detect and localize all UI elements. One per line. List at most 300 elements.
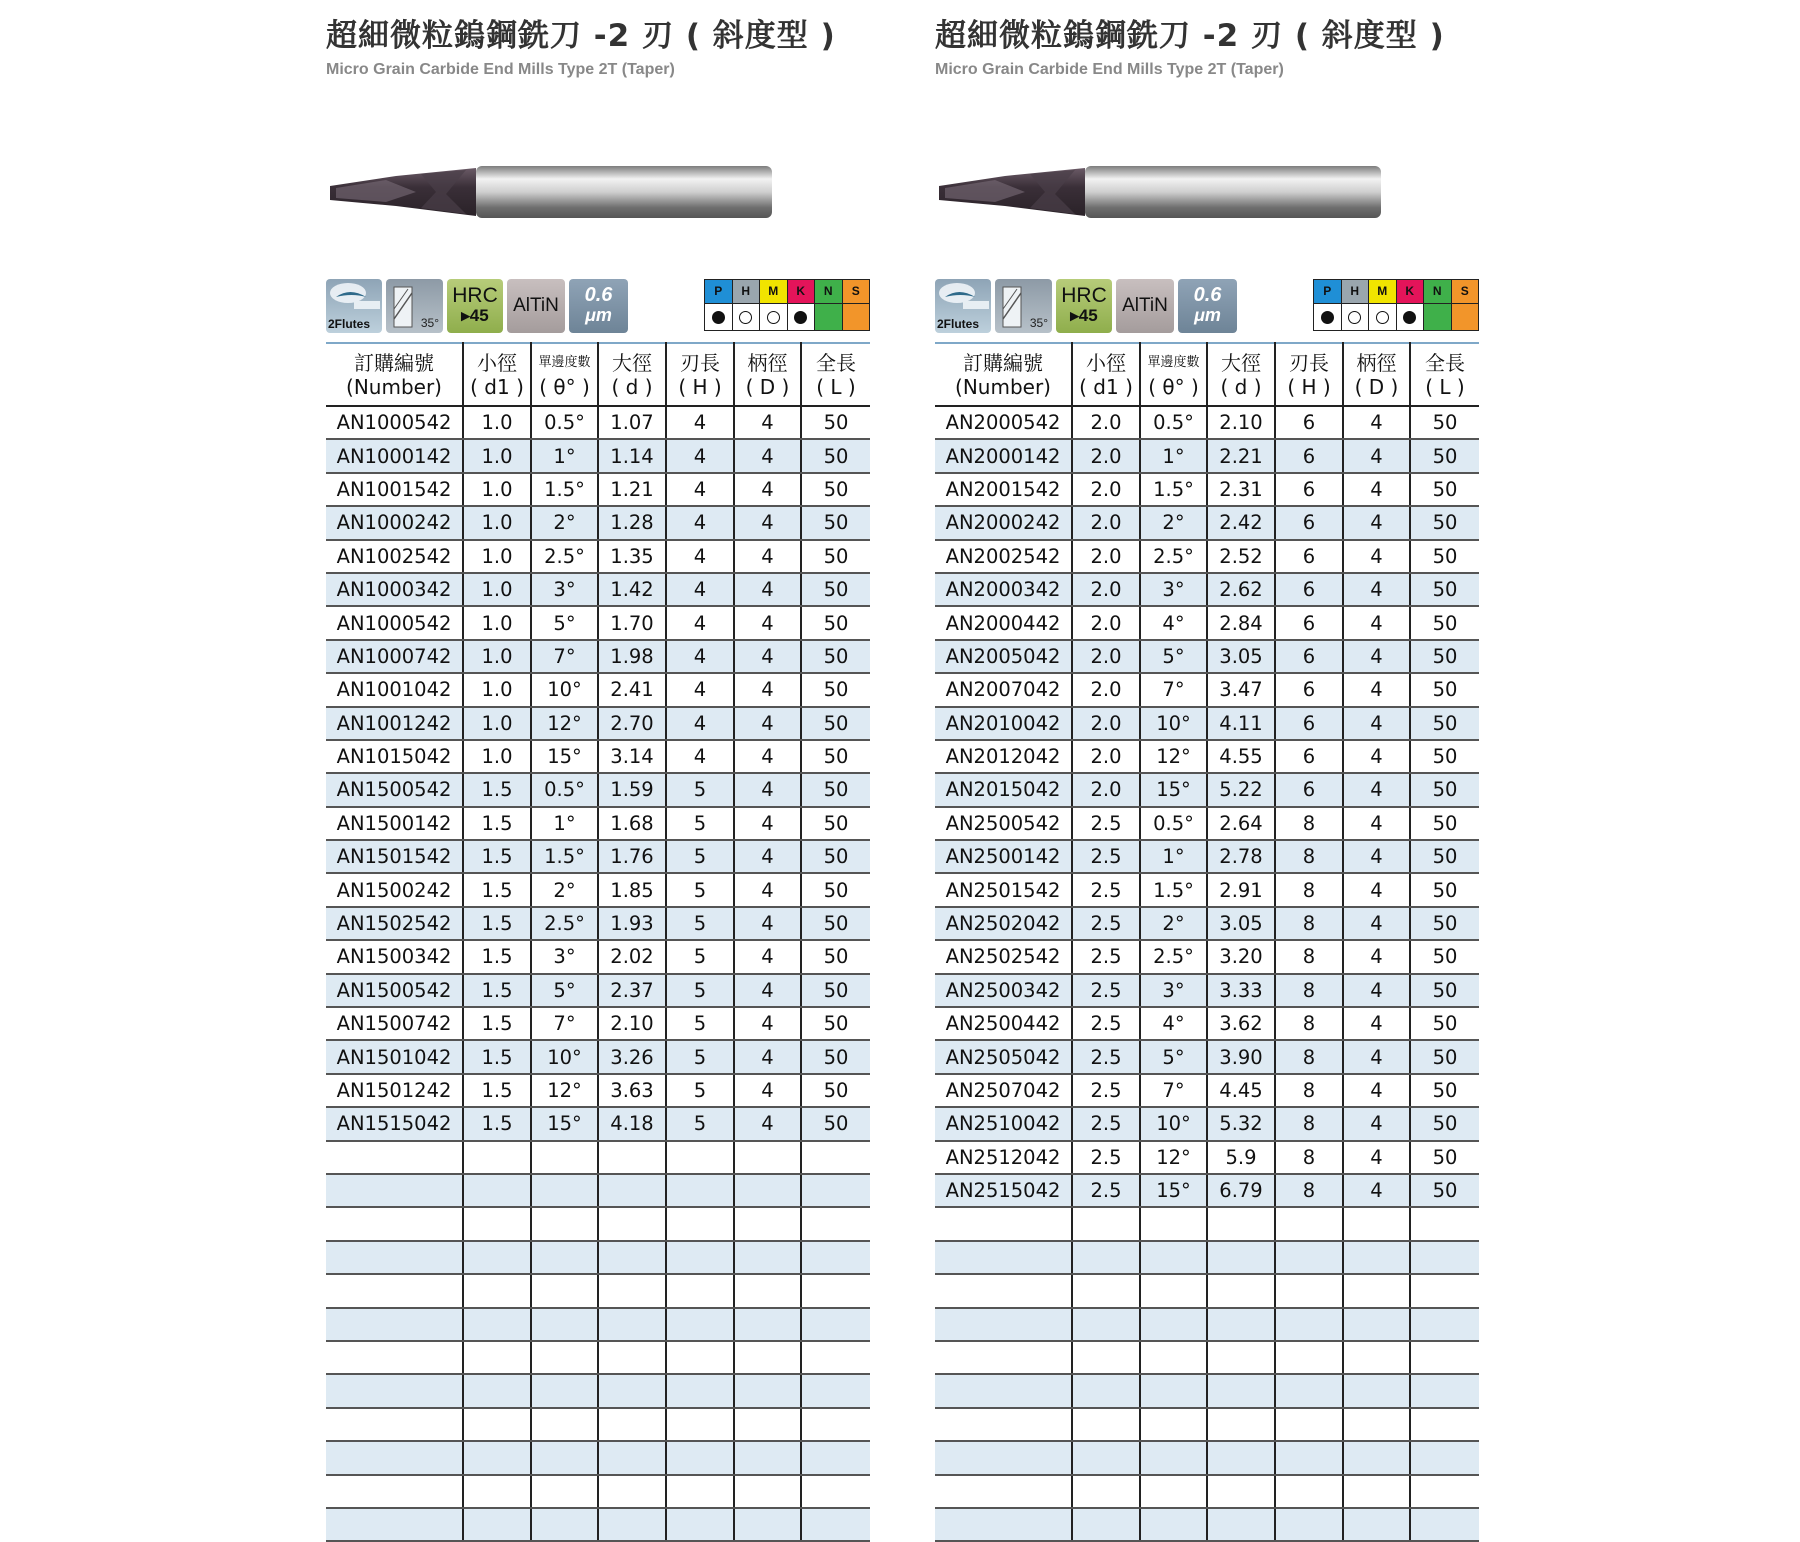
grain-size-icon xyxy=(1178,279,1237,333)
table-cell: 4 xyxy=(1343,1074,1410,1107)
table-cell: 2.5 xyxy=(1072,840,1140,873)
table-cell: 50 xyxy=(1410,907,1479,940)
table-cell: AN1500742 xyxy=(326,1007,463,1040)
table-cell xyxy=(801,1207,870,1240)
hrc-label: HRC xyxy=(452,284,498,307)
column-header-label: 單邊度數 xyxy=(538,354,591,370)
table-cell: 50 xyxy=(801,1107,870,1140)
table-cell xyxy=(1343,1374,1410,1407)
table-cell: 4 xyxy=(1343,873,1410,906)
table-row xyxy=(935,974,1479,1007)
filled-dot-icon xyxy=(794,311,807,324)
table-cell xyxy=(935,1374,1072,1407)
material-label: H xyxy=(733,280,760,304)
table-cell: 0.5° xyxy=(531,406,598,439)
table-cell xyxy=(666,1207,734,1240)
material-rating xyxy=(1397,304,1424,330)
material-rating xyxy=(733,304,760,330)
page-subtitle: Micro Grain Carbide End Mills Type 2T (Taper) xyxy=(935,61,1284,78)
table-cell xyxy=(531,1475,598,1508)
column-header-symbol: ( d1 ) xyxy=(1079,374,1133,399)
table-cell: 50 xyxy=(801,1074,870,1107)
material-s xyxy=(843,280,870,330)
table-cell: 1.28 xyxy=(598,506,666,539)
table-cell xyxy=(935,1508,1072,1541)
table-cell: AN2000442 xyxy=(935,606,1072,639)
table-cell: 4 xyxy=(734,740,801,773)
table-cell: 4 xyxy=(734,840,801,873)
table-cell xyxy=(666,1341,734,1374)
table-header-row xyxy=(935,343,1479,406)
table-cell: 6.79 xyxy=(1207,1174,1275,1207)
table-cell: 3.26 xyxy=(598,1040,666,1073)
table-row xyxy=(326,1408,870,1441)
table-cell xyxy=(1410,1508,1479,1541)
table-cell: 4 xyxy=(1343,506,1410,539)
material-rating xyxy=(843,304,870,330)
table-cell xyxy=(1343,1508,1410,1541)
material-h xyxy=(733,280,761,330)
table-cell xyxy=(1343,1408,1410,1441)
table-row xyxy=(326,506,870,539)
page-title: 超細微粒鎢鋼銑刀 -2 刃 ( 斜度型 ) xyxy=(326,18,836,54)
column-header-symbol: ( D ) xyxy=(745,374,790,399)
table-cell: 4 xyxy=(666,740,734,773)
table-cell xyxy=(1410,1274,1479,1307)
table-cell: 4 xyxy=(666,640,734,673)
table-cell: 10° xyxy=(531,673,598,706)
table-cell: 2.0 xyxy=(1072,473,1140,506)
table-cell: 2.52 xyxy=(1207,540,1275,573)
table-cell: 1.5 xyxy=(463,1074,531,1107)
table-cell: 1.35 xyxy=(598,540,666,573)
table-cell: 12° xyxy=(1140,740,1207,773)
material-rating xyxy=(1314,304,1341,330)
table-cell xyxy=(1275,1241,1343,1274)
table-cell: 5 xyxy=(666,807,734,840)
table-cell xyxy=(531,1274,598,1307)
table-cell: 0.5° xyxy=(531,773,598,806)
table-cell: 50 xyxy=(1410,1107,1479,1140)
table-cell: 4 xyxy=(666,707,734,740)
material-p xyxy=(705,280,733,330)
flutes-icon xyxy=(326,279,382,333)
table-cell xyxy=(935,1441,1072,1474)
table-cell: 2.5 xyxy=(1072,940,1140,973)
table-row xyxy=(326,940,870,973)
material-label: K xyxy=(1397,280,1424,304)
table-row xyxy=(935,1374,1479,1407)
table-row xyxy=(935,740,1479,773)
column-header-symbol: ( d ) xyxy=(611,374,653,399)
helix-angle-icon xyxy=(386,279,443,333)
table-cell xyxy=(1207,1341,1275,1374)
material-n xyxy=(815,280,843,330)
table-row xyxy=(935,1241,1479,1274)
table-cell: 2.0 xyxy=(1072,606,1140,639)
table-cell: AN2012042 xyxy=(935,740,1072,773)
table-cell xyxy=(1410,1374,1479,1407)
table-cell: 4 xyxy=(734,406,801,439)
flutes-label: 2Flutes xyxy=(937,317,980,331)
table-cell xyxy=(1140,1308,1207,1341)
table-cell: AN2002542 xyxy=(935,540,1072,573)
table-cell: AN2500542 xyxy=(935,807,1072,840)
table-cell: 2.02 xyxy=(598,940,666,973)
table-cell: 6 xyxy=(1275,506,1343,539)
table-cell: AN2007042 xyxy=(935,673,1072,706)
table-row xyxy=(935,606,1479,639)
table-cell: 5 xyxy=(666,873,734,906)
table-row xyxy=(935,907,1479,940)
table-cell xyxy=(531,1408,598,1441)
table-cell xyxy=(1207,1207,1275,1240)
table-cell: AN1001042 xyxy=(326,673,463,706)
table-cell: 2.0 xyxy=(1072,773,1140,806)
column-header-number xyxy=(935,343,1072,406)
table-cell: 4 xyxy=(734,439,801,472)
table-cell: 5 xyxy=(666,1107,734,1140)
table-cell xyxy=(1410,1441,1479,1474)
table-cell: 10° xyxy=(531,1040,598,1073)
table-cell xyxy=(1072,1274,1140,1307)
table-cell: 50 xyxy=(1410,1040,1479,1073)
table-row xyxy=(935,1341,1479,1374)
table-cell xyxy=(463,1241,531,1274)
table-cell xyxy=(734,1207,801,1240)
table-cell: 50 xyxy=(801,406,870,439)
material-rating xyxy=(788,304,815,330)
table-cell: 50 xyxy=(1410,1074,1479,1107)
table-cell xyxy=(1343,1274,1410,1307)
table-cell xyxy=(801,1441,870,1474)
material-rating xyxy=(1369,304,1396,330)
open-dot-icon xyxy=(767,311,780,324)
column-header-label: 大徑 xyxy=(1221,350,1261,375)
table-row xyxy=(935,873,1479,906)
table-cell xyxy=(1207,1274,1275,1307)
table-cell: AN2507042 xyxy=(935,1074,1072,1107)
material-suitability-grid xyxy=(704,279,870,331)
table-cell: AN1502542 xyxy=(326,907,463,940)
table-cell: 4 xyxy=(734,974,801,1007)
table-cell: 4 xyxy=(734,573,801,606)
table-cell: 50 xyxy=(801,506,870,539)
table-cell: 50 xyxy=(1410,506,1479,539)
table-cell xyxy=(935,1241,1072,1274)
table-cell xyxy=(801,1174,870,1207)
table-cell: AN2000342 xyxy=(935,573,1072,606)
table-cell xyxy=(326,1441,463,1474)
table-cell: 1° xyxy=(531,439,598,472)
material-m xyxy=(760,280,788,330)
table-cell: 2° xyxy=(1140,506,1207,539)
table-cell xyxy=(1207,1308,1275,1341)
table-cell xyxy=(935,1274,1072,1307)
table-cell xyxy=(598,1408,666,1441)
table-row xyxy=(326,707,870,740)
table-cell xyxy=(531,1207,598,1240)
table-cell: AN2510042 xyxy=(935,1107,1072,1140)
column-header-d1 xyxy=(463,343,531,406)
material-rating xyxy=(705,304,732,330)
table-row xyxy=(935,1207,1479,1240)
table-cell: 4 xyxy=(1343,606,1410,639)
table-cell xyxy=(1410,1408,1479,1441)
table-row xyxy=(326,773,870,806)
end-mill-image xyxy=(935,162,1385,222)
table-cell: AN2500342 xyxy=(935,974,1072,1007)
table-cell: AN1500242 xyxy=(326,873,463,906)
filled-dot-icon xyxy=(1321,311,1334,324)
table-cell: 1° xyxy=(1140,439,1207,472)
material-rating xyxy=(1452,304,1479,330)
table-cell: 3.14 xyxy=(598,740,666,773)
table-cell: 50 xyxy=(1410,1141,1479,1174)
table-cell: 4 xyxy=(666,673,734,706)
table-cell: AN1015042 xyxy=(326,740,463,773)
hrc-icon xyxy=(447,279,503,333)
table-cell: 4 xyxy=(734,1007,801,1040)
table-row xyxy=(326,974,870,1007)
table-row xyxy=(935,707,1479,740)
table-cell: 4 xyxy=(666,540,734,573)
table-cell: 2.64 xyxy=(1207,807,1275,840)
table-cell: 8 xyxy=(1275,940,1343,973)
table-row xyxy=(935,1141,1479,1174)
table-cell: 50 xyxy=(801,773,870,806)
table-cell: 4 xyxy=(734,873,801,906)
table-cell xyxy=(531,1308,598,1341)
table-cell: 1.5 xyxy=(463,1007,531,1040)
table-cell xyxy=(1275,1408,1343,1441)
table-cell xyxy=(326,1207,463,1240)
table-cell: 2.0 xyxy=(1072,406,1140,439)
material-rating xyxy=(760,304,787,330)
table-row xyxy=(326,439,870,472)
table-cell: 5 xyxy=(666,907,734,940)
table-cell: 1.59 xyxy=(598,773,666,806)
column-header-label: 全長 xyxy=(816,350,856,375)
open-dot-icon xyxy=(739,311,752,324)
table-cell: 5 xyxy=(666,1007,734,1040)
table-cell: 4 xyxy=(666,473,734,506)
table-cell: 50 xyxy=(1410,573,1479,606)
table-cell: AN2500142 xyxy=(935,840,1072,873)
material-k xyxy=(788,280,816,330)
table-row xyxy=(326,1508,870,1541)
table-cell: 50 xyxy=(801,473,870,506)
open-dot-icon xyxy=(1348,311,1361,324)
table-cell xyxy=(1207,1508,1275,1541)
table-cell: 2.62 xyxy=(1207,573,1275,606)
table-cell xyxy=(463,1441,531,1474)
material-label: H xyxy=(1342,280,1369,304)
table-cell: 2.42 xyxy=(1207,506,1275,539)
table-cell xyxy=(734,1408,801,1441)
table-cell xyxy=(734,1308,801,1341)
table-cell: 5° xyxy=(1140,1040,1207,1073)
column-header-h xyxy=(1275,343,1343,406)
table-cell xyxy=(935,1341,1072,1374)
column-header-d xyxy=(1343,343,1410,406)
column-header-symbol: ( d ) xyxy=(1220,374,1262,399)
table-cell xyxy=(598,1241,666,1274)
table-cell xyxy=(1072,1308,1140,1341)
table-cell: 2.41 xyxy=(598,673,666,706)
table-cell xyxy=(1140,1241,1207,1274)
table-cell xyxy=(598,1207,666,1240)
table-cell: 4 xyxy=(1343,807,1410,840)
table-cell xyxy=(598,1174,666,1207)
table-row xyxy=(326,1475,870,1508)
table-cell xyxy=(463,1341,531,1374)
table-cell: 4 xyxy=(734,473,801,506)
table-row xyxy=(326,1007,870,1040)
table-row xyxy=(935,573,1479,606)
table-cell: 8 xyxy=(1275,1007,1343,1040)
material-label: P xyxy=(705,280,732,304)
table-cell xyxy=(666,1374,734,1407)
material-s xyxy=(1452,280,1479,330)
table-row xyxy=(935,640,1479,673)
table-cell xyxy=(1343,1475,1410,1508)
table-cell: 8 xyxy=(1275,907,1343,940)
table-cell: 50 xyxy=(1410,773,1479,806)
table-cell xyxy=(1343,1241,1410,1274)
table-cell: 4 xyxy=(734,640,801,673)
table-cell: 2.37 xyxy=(598,974,666,1007)
table-cell: 2.5 xyxy=(1072,1174,1140,1207)
table-cell: 1.85 xyxy=(598,873,666,906)
table-cell xyxy=(1140,1508,1207,1541)
table-cell xyxy=(598,1374,666,1407)
table-cell xyxy=(1410,1207,1479,1240)
table-cell: 1.5 xyxy=(463,907,531,940)
material-label: S xyxy=(1452,280,1479,304)
table-cell: 1.70 xyxy=(598,606,666,639)
table-cell: AN1500542 xyxy=(326,773,463,806)
table-cell: 5 xyxy=(666,840,734,873)
column-header-d xyxy=(1207,343,1275,406)
table-cell: 6 xyxy=(1275,707,1343,740)
table-cell: 2.0 xyxy=(1072,640,1140,673)
table-cell: 50 xyxy=(1410,873,1479,906)
table-cell xyxy=(666,1308,734,1341)
table-cell: 4 xyxy=(1343,1174,1410,1207)
table-cell: 50 xyxy=(801,840,870,873)
table-row xyxy=(326,1040,870,1073)
table-cell xyxy=(801,1374,870,1407)
table-cell xyxy=(326,1241,463,1274)
grain-size-value: 0.6 xyxy=(584,284,613,306)
table-cell: 2.5° xyxy=(1140,940,1207,973)
table-cell xyxy=(326,1308,463,1341)
table-cell: 50 xyxy=(801,640,870,673)
column-header-symbol: (Number) xyxy=(346,374,442,399)
table-cell xyxy=(1410,1241,1479,1274)
table-cell: 0.5° xyxy=(1140,406,1207,439)
material-label: K xyxy=(788,280,815,304)
table-row xyxy=(326,540,870,573)
table-cell: 7° xyxy=(1140,673,1207,706)
table-cell: 1.07 xyxy=(598,406,666,439)
table-cell: AN1002542 xyxy=(326,540,463,573)
table-cell xyxy=(801,1308,870,1341)
column-header-label: 全長 xyxy=(1425,350,1465,375)
table-cell xyxy=(666,1508,734,1541)
table-cell: 1.0 xyxy=(463,506,531,539)
table-cell: 1.5° xyxy=(531,473,598,506)
table-cell xyxy=(1072,1341,1140,1374)
table-cell: AN1500142 xyxy=(326,807,463,840)
table-cell: 8 xyxy=(1275,1107,1343,1140)
table-row xyxy=(935,506,1479,539)
table-cell xyxy=(1275,1374,1343,1407)
helix-angle-icon xyxy=(995,279,1052,333)
flutes-icon xyxy=(935,279,991,333)
table-cell xyxy=(531,1141,598,1174)
table-cell: 4 xyxy=(1343,540,1410,573)
table-cell xyxy=(463,1141,531,1174)
table-cell: 1.0 xyxy=(463,606,531,639)
table-cell: 1.0 xyxy=(463,673,531,706)
material-label: N xyxy=(1424,280,1451,304)
column-header-d1 xyxy=(1072,343,1140,406)
table-cell: 1.0 xyxy=(463,406,531,439)
table-cell: 50 xyxy=(1410,406,1479,439)
table-cell xyxy=(598,1475,666,1508)
table-row xyxy=(326,1207,870,1240)
table-cell: 2.5 xyxy=(1072,974,1140,1007)
table-cell xyxy=(1343,1207,1410,1240)
table-cell: AN2005042 xyxy=(935,640,1072,673)
table-cell: 4 xyxy=(1343,406,1410,439)
table-cell: 0.5° xyxy=(1140,807,1207,840)
table-row xyxy=(326,873,870,906)
column-header-label: 刃長 xyxy=(680,350,720,375)
table-cell: 15° xyxy=(531,740,598,773)
table-cell: 2.5 xyxy=(1072,873,1140,906)
table-cell xyxy=(463,1174,531,1207)
table-row xyxy=(326,1074,870,1107)
table-cell: AN2515042 xyxy=(935,1174,1072,1207)
table-cell: 8 xyxy=(1275,1141,1343,1174)
table-cell: 4 xyxy=(1343,473,1410,506)
table-cell: 50 xyxy=(801,807,870,840)
table-cell: 50 xyxy=(801,707,870,740)
table-body xyxy=(326,406,870,1541)
table-cell xyxy=(531,1441,598,1474)
table-cell: 4 xyxy=(666,406,734,439)
table-cell: 5 xyxy=(666,940,734,973)
table-row xyxy=(935,540,1479,573)
table-cell: 1.68 xyxy=(598,807,666,840)
table-cell: AN1000742 xyxy=(326,640,463,673)
material-suitability-grid xyxy=(1313,279,1479,331)
table-cell: 2.5 xyxy=(1072,807,1140,840)
table-cell xyxy=(1140,1374,1207,1407)
table-cell: 50 xyxy=(801,673,870,706)
table-cell: 3° xyxy=(1140,974,1207,1007)
table-cell: 4 xyxy=(1343,840,1410,873)
table-cell xyxy=(1275,1508,1343,1541)
table-cell xyxy=(598,1308,666,1341)
table-cell: 4.18 xyxy=(598,1107,666,1140)
table-cell xyxy=(1275,1274,1343,1307)
table-cell xyxy=(326,1174,463,1207)
table-row xyxy=(935,807,1479,840)
